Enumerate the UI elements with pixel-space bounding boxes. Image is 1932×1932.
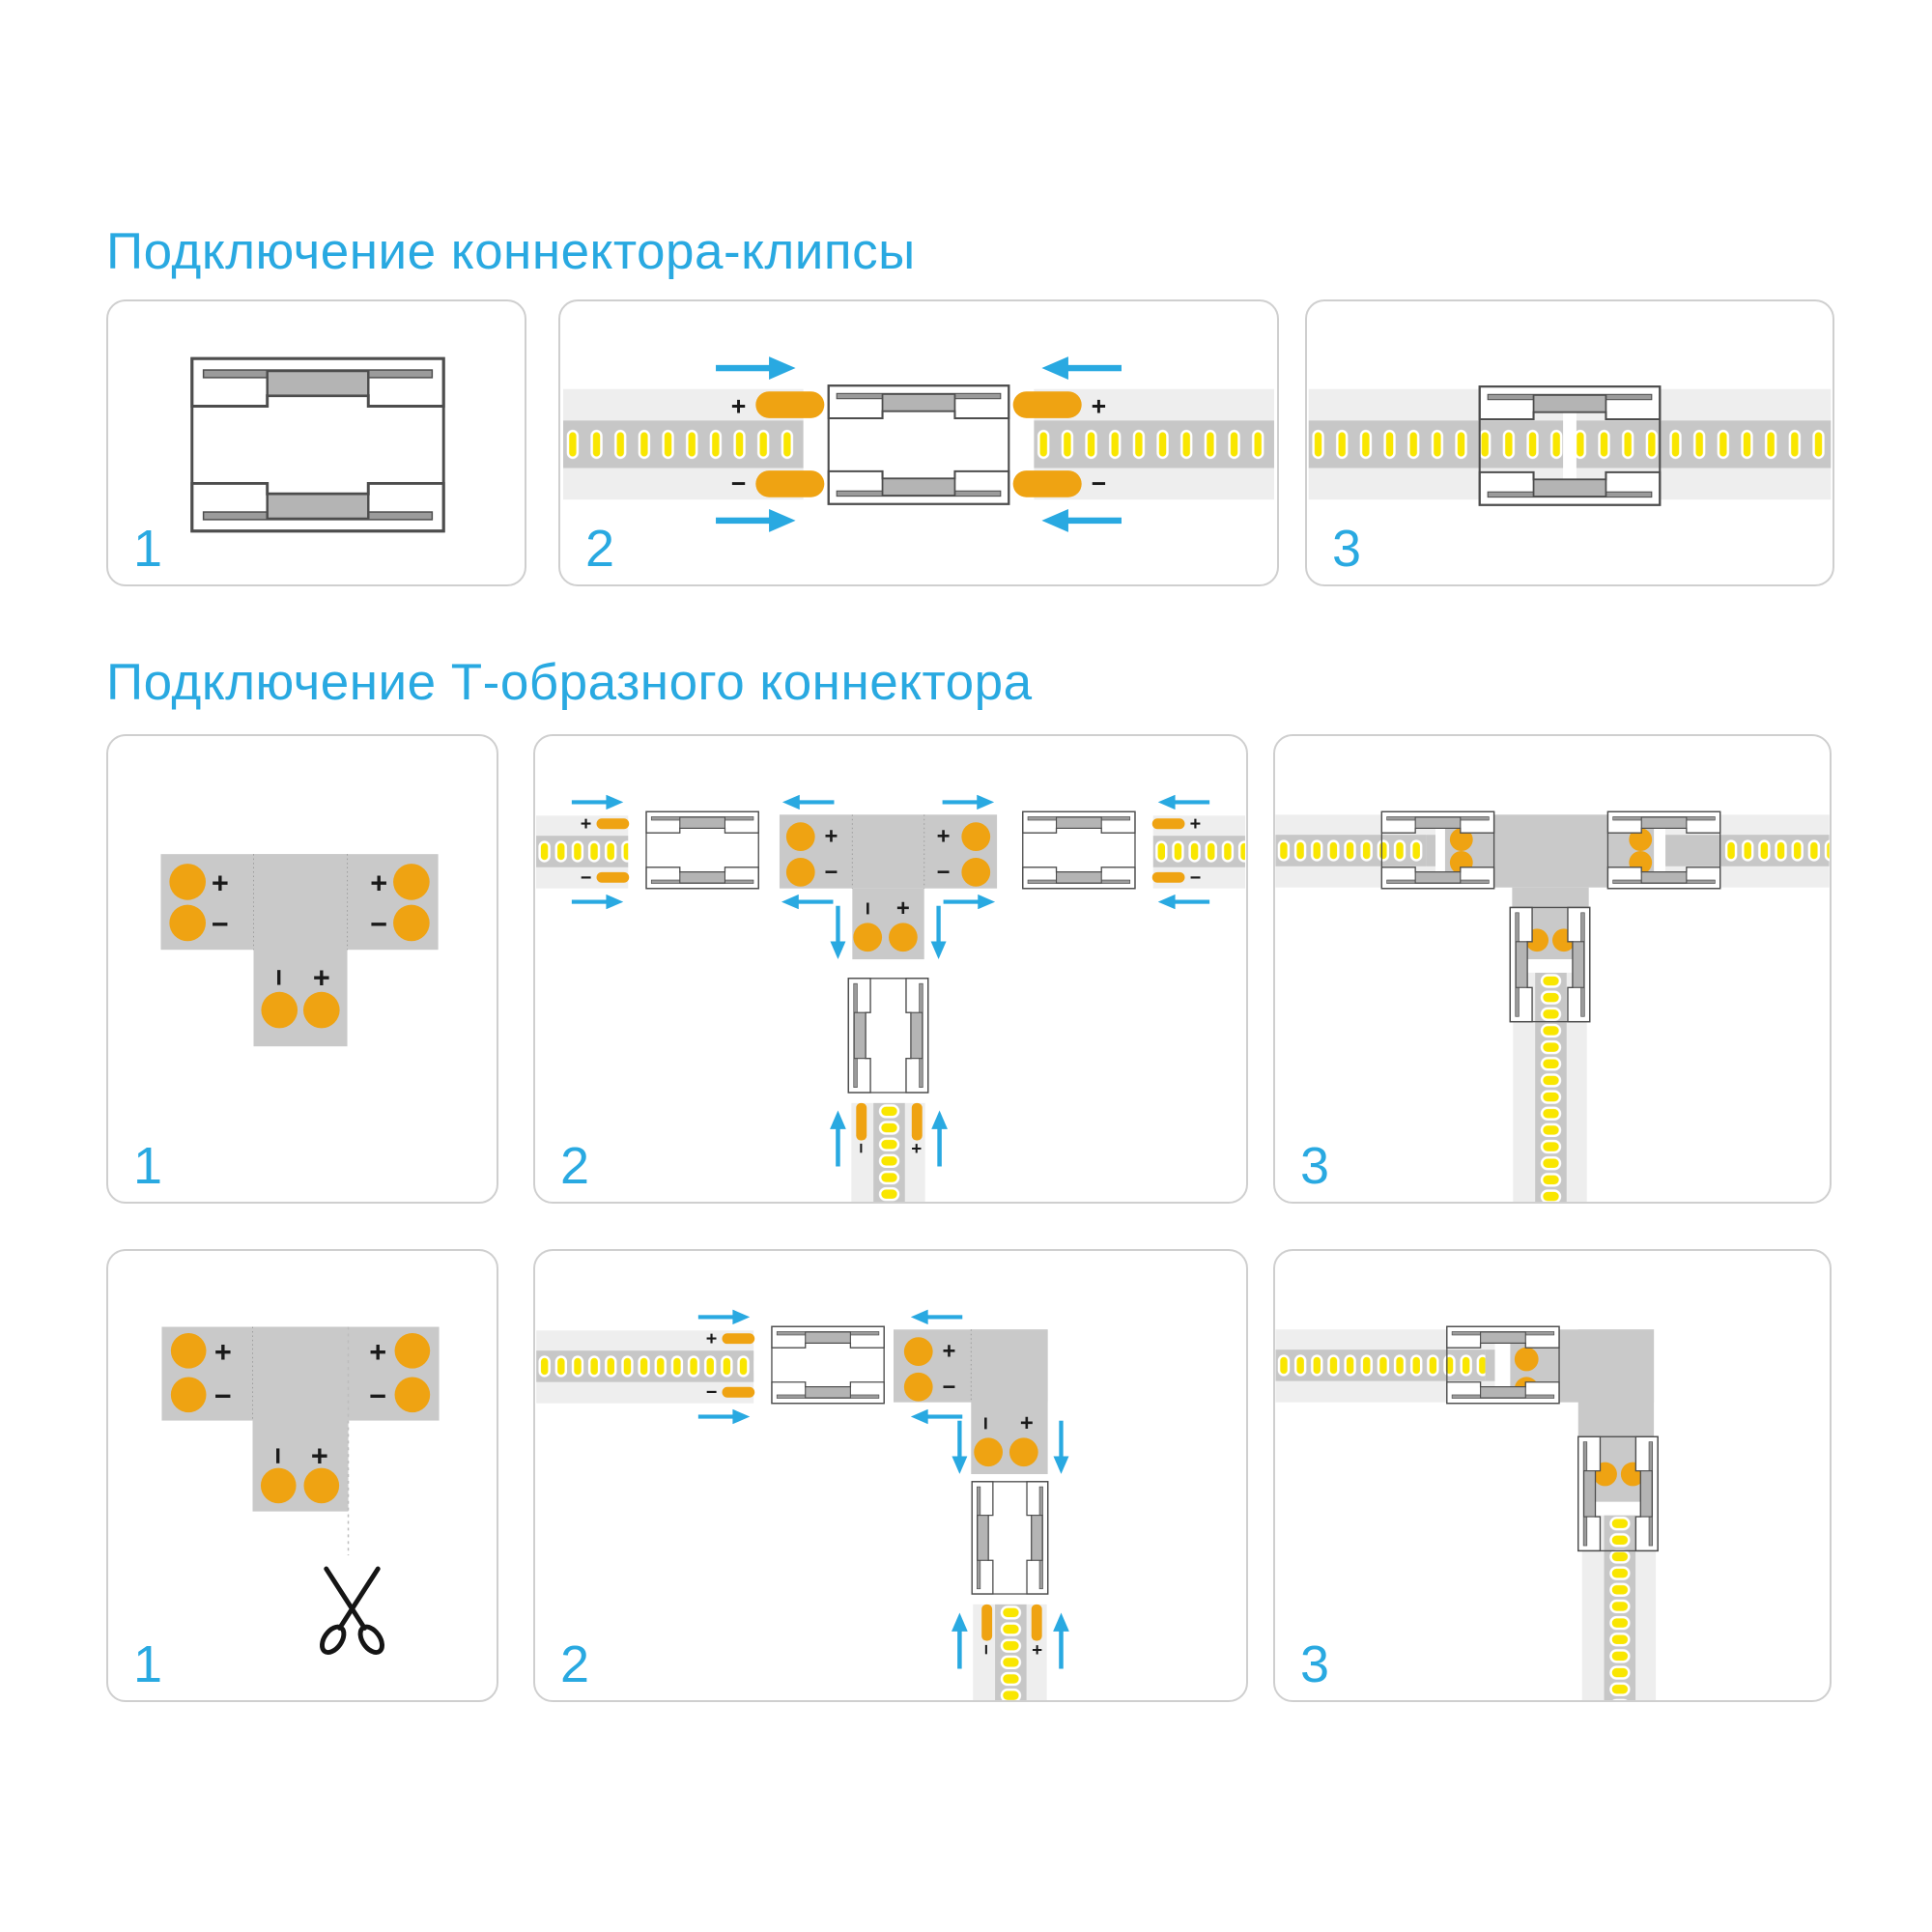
clip-connector-icon — [1023, 811, 1135, 889]
plus-label: + — [369, 1334, 387, 1369]
minus-label: − — [211, 906, 229, 941]
arrow-left-icon — [1041, 509, 1122, 532]
l-connector-body — [894, 1329, 1048, 1474]
plus-label: + — [824, 823, 838, 850]
step-number: 2 — [560, 1137, 590, 1195]
section-title-t-connector: Подключение Т-образного коннектора — [106, 654, 1033, 711]
arrow-right-icon — [716, 356, 796, 380]
arrow-right-icon — [698, 1310, 751, 1324]
minus-label-rotated: − — [850, 1142, 871, 1153]
arrow-left-icon — [911, 1310, 963, 1324]
panel-t-step3 — [1273, 734, 1832, 1204]
panel-clip-step3 — [1305, 299, 1834, 586]
plus-label: + — [580, 813, 592, 836]
step-number: 2 — [585, 520, 615, 578]
step-number: 1 — [133, 520, 163, 578]
arrow-left-icon — [782, 795, 835, 810]
plus-label: + — [1091, 391, 1107, 421]
scissors-icon — [318, 1569, 386, 1657]
plus-label: + — [895, 895, 910, 923]
arrow-left-icon — [1158, 795, 1210, 810]
contact-pad-minus — [1013, 470, 1082, 497]
arrow-down-icon — [830, 906, 845, 959]
contact-pad-plus — [755, 391, 824, 418]
arrow-down-icon — [1053, 1421, 1068, 1474]
arrow-down-icon — [952, 1421, 967, 1474]
minus-label: − — [705, 1381, 718, 1404]
arrow-right-icon — [572, 895, 624, 909]
plus-label: + — [911, 1137, 923, 1158]
panel-l-step3 — [1273, 1249, 1832, 1702]
minus-label: − — [370, 906, 388, 941]
contact-pad-plus — [1013, 391, 1082, 418]
minus-label-rotated: − — [854, 901, 881, 916]
clip-connector-icon — [829, 385, 1009, 504]
arrow-right-icon — [944, 895, 996, 909]
t-connector-body — [160, 854, 438, 1046]
step-number: 1 — [133, 1137, 163, 1195]
t-connector-body — [780, 814, 997, 959]
arrow-right-icon — [572, 795, 624, 810]
arrow-left-icon — [1158, 895, 1210, 909]
plus-label: + — [211, 866, 229, 900]
panel-clip-step2 — [558, 299, 1279, 586]
minus-label: − — [824, 859, 838, 886]
step-number: 2 — [560, 1635, 590, 1693]
minus-label: − — [1189, 867, 1202, 889]
led-strip-bottom — [973, 1605, 1046, 1700]
step-number: 3 — [1300, 1137, 1330, 1195]
minus-label: − — [942, 1374, 956, 1401]
clip-connector-icon — [646, 811, 758, 889]
plus-label: + — [213, 1334, 232, 1369]
minus-label-rotated: − — [976, 1643, 997, 1655]
panel-t-step1 — [106, 734, 498, 1204]
clip-connector-vertical-icon — [972, 1482, 1048, 1594]
step-number: 3 — [1300, 1635, 1330, 1693]
minus-label: − — [213, 1378, 232, 1413]
led-strip-left — [563, 389, 824, 499]
arrow-left-icon — [911, 1409, 963, 1424]
clip-connector-vertical-icon — [848, 979, 927, 1093]
arrow-up-icon — [931, 1111, 948, 1167]
minus-label: − — [369, 1378, 387, 1413]
plus-label: + — [312, 960, 330, 995]
arrow-down-icon — [931, 906, 947, 959]
plus-label: + — [1019, 1409, 1034, 1436]
arrow-right-icon — [698, 1409, 751, 1424]
arrow-left-icon — [781, 895, 834, 909]
minus-label: − — [1091, 469, 1107, 498]
plus-label: + — [705, 1328, 718, 1350]
led-strip-bottom — [851, 1103, 925, 1202]
panel-l-step2 — [533, 1249, 1248, 1702]
plus-label: + — [1189, 813, 1202, 836]
led-strip-right — [1152, 813, 1245, 889]
arrow-right-icon — [943, 795, 995, 810]
contact-pad-minus — [755, 470, 824, 497]
panel-l-step1 — [106, 1249, 498, 1702]
minus-label-rotated: − — [261, 1447, 296, 1465]
arrow-up-icon — [952, 1613, 968, 1669]
panel-clip-step1 — [106, 299, 526, 586]
clip-connector-icon — [192, 358, 443, 531]
panel-t-step2 — [533, 734, 1248, 1204]
section-title-clip: Подключение коннектора-клипсы — [106, 223, 916, 280]
minus-label: − — [580, 867, 592, 889]
arrow-up-icon — [1053, 1613, 1069, 1669]
plus-label: + — [310, 1438, 328, 1473]
plus-label: + — [1032, 1638, 1043, 1660]
arrow-left-icon — [1041, 356, 1122, 380]
clip-connector-icon — [772, 1326, 884, 1404]
led-strip-left — [536, 813, 629, 889]
minus-label-rotated: − — [262, 968, 297, 986]
arrow-up-icon — [830, 1111, 846, 1167]
led-strip-left — [536, 1328, 754, 1404]
minus-label-rotated: − — [972, 1416, 999, 1431]
plus-label: + — [942, 1338, 956, 1365]
step-number: 1 — [133, 1635, 163, 1693]
arrow-right-icon — [716, 509, 796, 532]
plus-label: + — [936, 823, 951, 850]
step-number: 3 — [1332, 520, 1362, 578]
plus-label: + — [370, 866, 388, 900]
t-connector-body — [161, 1327, 439, 1512]
minus-label: − — [730, 469, 747, 498]
plus-label: + — [730, 391, 747, 421]
minus-label: − — [936, 859, 951, 886]
led-strip-right — [1013, 389, 1274, 499]
